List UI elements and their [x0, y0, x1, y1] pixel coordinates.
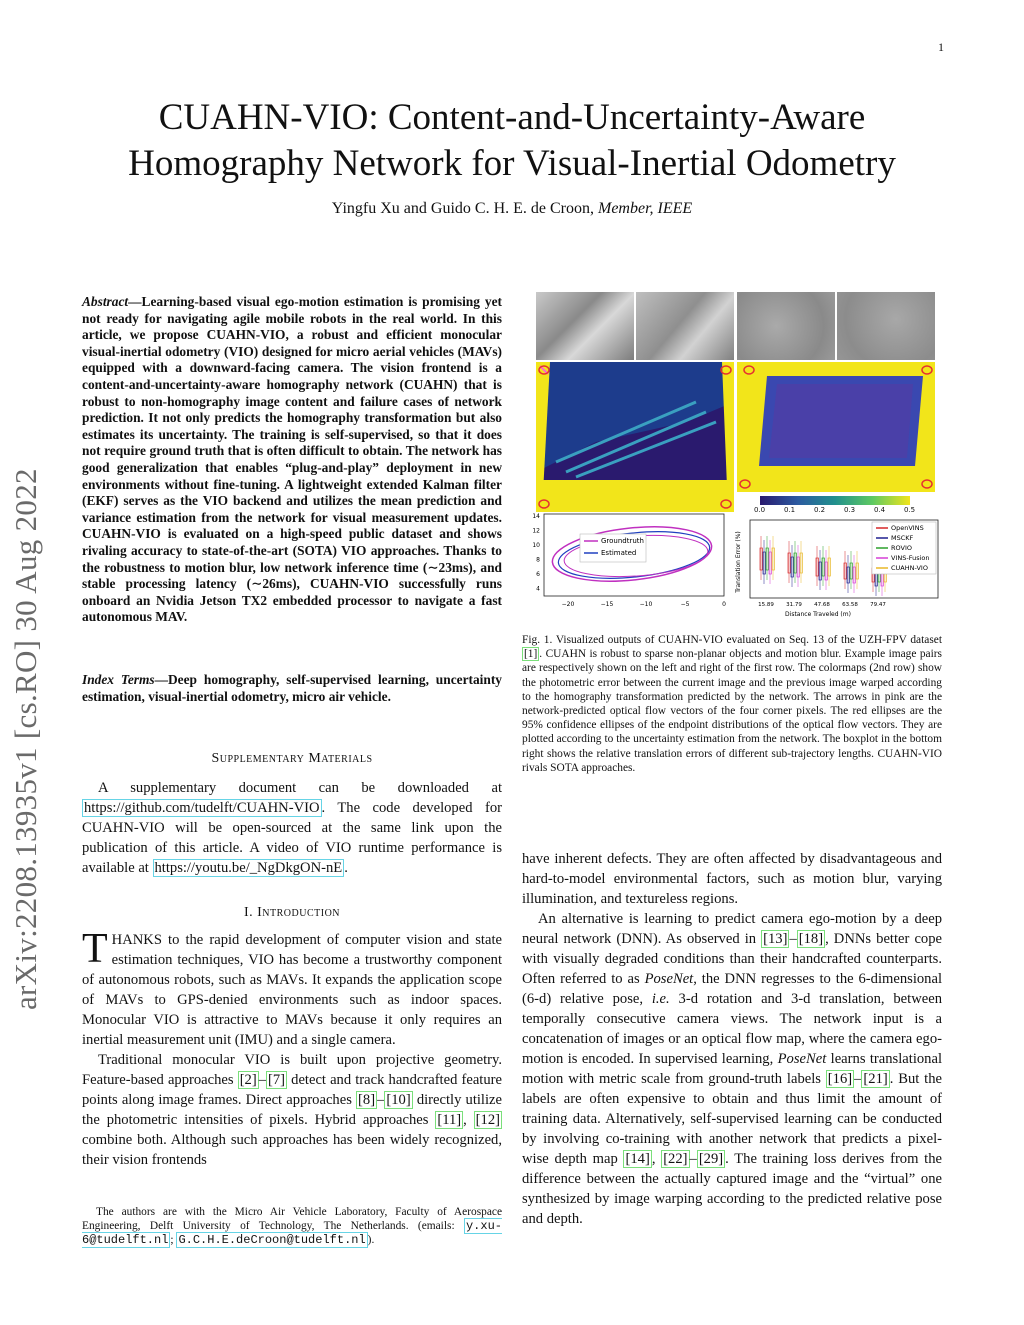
y-tick-label: 14	[532, 513, 540, 520]
colorbar-tick: 0.4	[874, 506, 886, 514]
translation-error-boxplot	[734, 518, 942, 618]
abstract-label: Abstract	[82, 294, 129, 309]
paper-title	[0, 95, 1024, 187]
index-terms	[82, 672, 502, 705]
colorbar-tick: 0.2	[814, 506, 826, 514]
figure-caption	[522, 633, 942, 775]
comma: ,	[651, 1151, 662, 1167]
intro-paragraph-1	[82, 926, 502, 1050]
authors: Yingfu Xu and Guido C. H. E. de Croon,	[331, 200, 594, 217]
page-number: 1	[938, 40, 944, 54]
dash: –	[377, 1092, 385, 1108]
introduction-heading: I. Introduction	[243, 905, 341, 920]
citation-8[interactable]: [8]	[358, 1092, 376, 1108]
email-link-2[interactable]: G.C.H.E.deCroon@tudelft.nl	[178, 1233, 366, 1247]
x-tick-label: 0	[722, 601, 726, 608]
intro-p2-d: combine both. Although such approaches has been widely recognized, their vision frontends	[82, 1132, 502, 1168]
y-tick-label: 10	[532, 542, 540, 549]
colorbar	[760, 496, 910, 505]
legend-label: OpenVINS	[891, 524, 924, 532]
dash: –	[789, 931, 797, 947]
image-left-2	[636, 292, 734, 360]
supp-text-2: . The code developed for CUAHN-VIO will be open-sourced at the same link upon the publication of this article. A video of VIO runtime performance is available at	[82, 800, 502, 876]
intro-p1-text: HANKS to the rapid development of computer vision and state estimation techniques, VIO has become a trustworthy component of autonomous robots, such as MAVs. It expands the application scope of MAVs to GPS-denied environments such as indoor spaces. Monocular VIO is attractive to MAVs because it only requires an inertial measurement unit (IMU) and a single camera.	[82, 932, 502, 1048]
legend-label: VINS-Fusion	[891, 554, 930, 562]
posenet-term: PoseNet	[777, 1051, 827, 1067]
intro-paragraph-2	[82, 1050, 502, 1170]
colormap-right	[737, 362, 935, 492]
ie-term: i.e.	[651, 991, 670, 1007]
email-link-1[interactable]: y.xu-6@tudelft.nl	[82, 1219, 502, 1247]
image-right-2	[837, 292, 935, 360]
author-footnote	[82, 1205, 502, 1247]
citation-14[interactable]: [14]	[625, 1151, 650, 1167]
citation-18[interactable]: [18]	[798, 931, 824, 947]
footnote-text-2: ).	[367, 1234, 375, 1246]
comma: ,	[463, 1112, 474, 1128]
legend-label: ROVIO	[891, 544, 912, 552]
colorbar-tick: 0.5	[904, 506, 916, 514]
citation-10[interactable]: [10]	[386, 1092, 411, 1108]
x-axis-label: Distance Traveled (m)	[785, 611, 851, 618]
right-p2-g: . The training loss derives from the difference between the actually captured image and the “virtual” one synthesized by image warping according to the predicted relative pose and depth.	[522, 1151, 943, 1227]
citation-11[interactable]: [11]	[437, 1112, 462, 1128]
colorbar-tick: 0.0	[754, 506, 766, 514]
x-tick-label: 47.68	[814, 602, 830, 608]
x-tick-label: −20	[561, 601, 575, 608]
citation-22[interactable]: [22]	[663, 1151, 688, 1167]
citation-7[interactable]: [7]	[268, 1072, 286, 1088]
github-link[interactable]: https://github.com/tudelft/CUAHN-VIO	[84, 800, 320, 816]
y-tick-label: 4	[536, 585, 540, 593]
x-tick-label: −5	[680, 601, 690, 608]
x-tick-label: 63.58	[842, 602, 858, 608]
y-tick-label: 6	[536, 571, 540, 578]
footnote-sep: ;	[170, 1234, 177, 1246]
abstract-text: —Learning-based visual ego-motion estimation is promising yet not ready for navigating agile mobile robots in the real world. In this article, we propose CUAHN-VIO, a robust and efficient monocular visual-inertial odometry (VIO) designed for micro aerial vehicles (MAVs) equipped with a downward-facing camera. The vision frontend is a content-and-uncertainty-aware homography network (CUAHN) that is robust to non-homography image content and failure cases of network prediction. It not only predicts the homography transformation but also estimates its uncertainty. The training is self-supervised, so that it does not require ground truth that is often difficult to obtain. The network has good generalization that enables “plug-and-play” deployment in new environments without fine-tuning. A lightweight extended Kalman filter (EKF) serves as the VIO backend and utilizes the mean prediction and variance estimation from the network for visual measurement updates. CUAHN-VIO is evaluated on a high-speed public dataset and shows rivaling accuracy to state-of-the-art (SOTA) VIO approaches. Thanks to the robustness to motion blur, low network inference time (∼23ms), and stable processing latency (∼26ms), CUAHN-VIO successfully runs onboard an Nvidia Jetson TX2 embedded processor to navigate a fast autonomous MAV.	[82, 294, 502, 625]
colormap-left	[536, 362, 734, 512]
citation-16[interactable]: [16]	[827, 1071, 853, 1087]
supp-text-3: .	[344, 860, 348, 876]
dash: –	[854, 1071, 862, 1087]
colorbar-tick: 0.3	[844, 506, 856, 514]
author-role: Member, IEEE	[598, 200, 693, 217]
x-tick-label: 79.47	[870, 602, 886, 608]
introduction-body	[82, 926, 502, 1170]
legend-label: MSCKF	[891, 534, 914, 542]
posenet-term: PoseNet	[644, 971, 694, 987]
trajectory-plot	[524, 512, 730, 617]
x-tick-label: −10	[639, 601, 653, 608]
footnote-text-1: The authors are with the Micro Air Vehicle Laboratory, Faculty of Aerospace Engineering, Delft University of Technology, The Netherlands. (emails:	[82, 1206, 502, 1232]
dropcap: T	[82, 926, 108, 972]
youtube-link[interactable]: https://youtu.be/_NgDkgON-nE	[154, 860, 343, 876]
y-axis-label: Translation Error (%)	[735, 531, 742, 593]
right-p2-f: . But the labels are often expensive to obtain and thus limit the amount of training data. Alternatively, self-supervised learning can be conducted by involving co-training with another network that predicts a pixel-wise depth map	[522, 1071, 942, 1167]
supp-text-1: A supplementary document can be downloaded at	[98, 780, 502, 796]
legend-label: Groundtruth	[601, 537, 644, 545]
index-terms-label: Index Terms	[82, 672, 155, 687]
title-line-1: CUAHN-VIO: Content-and-Uncertainty-Aware	[158, 97, 866, 138]
citation-2[interactable]: [2]	[239, 1072, 257, 1088]
supplementary-text	[82, 778, 502, 878]
caption-text-a: Fig. 1. Visualized outputs of CUAHN-VIO evaluated on Seq. 13 of the UZH-FPV dataset	[522, 634, 942, 646]
index-terms-text: —Deep homography, self-supervised learning, uncertainty estimation, visual-inertial odometry, micro air vehicle.	[82, 672, 502, 704]
caption-text-b: . CUAHN is robust to sparse non-planar objects and motion blur. Example image pairs are respectively shown on the left and right of the first row. The colormaps (2nd row) show the photometric error between the current image and the previous image warped according to the homography transformation predicted by the network. The arrows in pink are the network-predicted optical flow vectors of the four corner pixels. The red ellipses are the 95% confidence ellipses of the endpoint distributions of the optical flow vectors. They are plotted according to the uncertainty estimation from the network. The boxplot in the bottom right shows the relative translation errors of different sub-trajectory lengths. CUAHN-VIO rivals SOTA approaches.	[522, 648, 942, 774]
figure-1	[522, 292, 942, 632]
legend-label: CUAHN-VIO	[891, 564, 928, 572]
citation-29[interactable]: [29]	[698, 1151, 724, 1167]
citation-1[interactable]: [1]	[524, 648, 538, 661]
author-line	[0, 200, 1024, 218]
x-tick-label: 15.89	[758, 602, 774, 608]
y-tick-label: 12	[532, 527, 540, 535]
image-left-1	[536, 292, 634, 360]
legend-label: Estimated	[601, 549, 637, 557]
colorbar-tick: 0.1	[784, 506, 796, 514]
citation-12[interactable]: [12]	[475, 1112, 500, 1128]
dash: –	[689, 1151, 697, 1167]
x-tick-label: −15	[600, 601, 614, 608]
arxiv-watermark: arXiv:2208.13935v1 [cs.RO] 30 Aug 2022	[8, 468, 43, 1010]
citation-13[interactable]: [13]	[763, 931, 788, 947]
dash: –	[258, 1072, 267, 1088]
citation-21[interactable]: [21]	[863, 1071, 888, 1087]
right-p2-a: An alternative is learning to predict camera ego-motion by a deep neural network (DNN). As observed in	[522, 911, 942, 947]
right-paragraph-2	[522, 909, 942, 1229]
right-p2-b: , DNNs better cope with visually degraded conditions than their handcrafted counterparts. Often referred to as	[522, 931, 942, 987]
y-tick-label: 8	[536, 556, 540, 564]
abstract	[82, 294, 502, 626]
x-tick-label: 31.79	[786, 602, 802, 608]
intro-p2-a: Traditional monocular VIO is built upon projective geometry. Feature-based approaches	[82, 1052, 502, 1088]
colorbar-ticks	[754, 506, 918, 518]
right-p2-c: , the DNN regresses to the 6-dimensional (6-d) relative pose,	[522, 971, 943, 1007]
image-right-1	[737, 292, 835, 360]
title-line-2: Homography Network for Visual-Inertial Odometry	[128, 143, 896, 184]
right-paragraph-1: have inherent defects. They are often affected by disadvantageous and hard-to-model environmental factors, such as motion blur, varying illumination, and textureless regions.	[522, 851, 942, 907]
right-p2-d: 3-d rotation and 3-d translation, between temporally consecutive camera views. The network input is a concatenation of images or an optical flow map, where the camera ego-motion is encoded. In supervised learning,	[522, 991, 942, 1067]
intro-p2-c: directly utilize the photometric intensities of pixels. Hybrid approaches	[82, 1092, 502, 1128]
intro-p2-b: detect and track handcrafted feature points along image frames. Direct approaches	[82, 1072, 502, 1108]
supplementary-heading: Supplementary Materials	[211, 751, 373, 766]
right-p2-e: learns translational motion with metric scale from ground-truth labels	[522, 1051, 943, 1087]
right-column-text	[522, 849, 942, 1229]
